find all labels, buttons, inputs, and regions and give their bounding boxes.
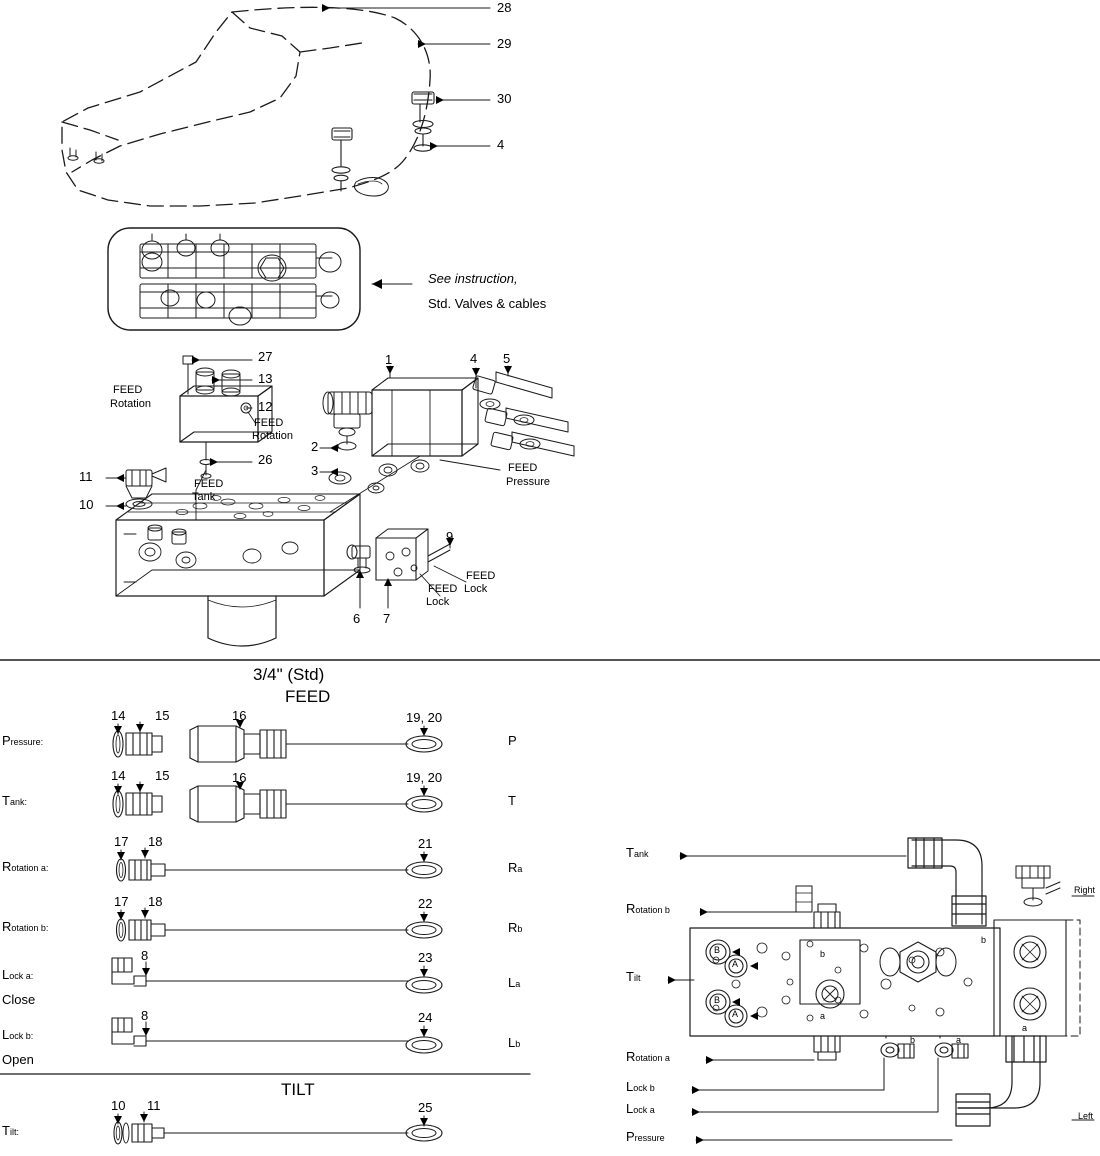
callout-1: 1 (385, 352, 393, 367)
label-feed-lock-2b: Lock (464, 583, 488, 595)
port-label-Lb: Lb (508, 1035, 521, 1050)
num-pressure-15: 15 (155, 708, 170, 723)
port-label-P: P (508, 733, 517, 748)
callout-26: 26 (258, 452, 273, 467)
feed-heading: FEED (285, 687, 331, 706)
num-rot-b-17: 17 (114, 894, 129, 909)
row-label-lock-b: Lock b: (2, 1027, 34, 1042)
hood-outline (62, 7, 430, 206)
leader-label-tilt: Tilt (626, 969, 641, 984)
callout-6: 6 (353, 611, 361, 626)
row-label-lock-b-sub: Open (2, 1052, 34, 1067)
marker-A-2: A (732, 1009, 739, 1019)
leader-label-pressure: Pressure (626, 1129, 665, 1144)
label-feed-rotation-right-1: FEED (254, 417, 284, 429)
bolt-mid (332, 128, 352, 191)
instruction-note-line1: See instruction, (428, 271, 518, 286)
row-label-pressure: Pressure: (2, 733, 44, 748)
num-rot-b-22: 22 (418, 896, 433, 911)
num-tank-1920: 19, 20 (406, 770, 443, 785)
row-parts-lock-a (112, 958, 442, 993)
port-label-Rb: Rb (508, 920, 523, 935)
marker-A-1: A (732, 959, 739, 969)
num-rot-b-18: 18 (148, 894, 163, 909)
side-label-right: Right (1074, 885, 1096, 895)
label-feed-pressure-1: FEED (508, 462, 538, 474)
port-label-Ra: Ra (508, 860, 523, 875)
callout-4-top: 4 (497, 137, 505, 152)
num-tilt-25: 25 (418, 1100, 433, 1115)
callout-30: 30 (497, 91, 512, 106)
num-pressure-1920: 19, 20 (406, 710, 443, 725)
label-feed-rotation-right-2: Rotation (252, 430, 293, 442)
num-pressure-14: 14 (111, 708, 126, 723)
marker-B-1: B (714, 945, 721, 955)
callout-11: 11 (79, 469, 93, 484)
tilt-heading: TILT (281, 1080, 315, 1099)
leader-label-rotation-b: Rotation b (626, 901, 670, 916)
row-parts-lock-b (112, 1018, 442, 1053)
size-note: 3/4" (Std) (253, 665, 325, 684)
marker-B-2: B (714, 995, 721, 1005)
num-tank-15: 15 (155, 768, 170, 783)
valve-inset (108, 228, 412, 330)
row-parts-tank (113, 782, 442, 822)
callout-9: 9 (446, 529, 454, 544)
leader-label-tank: Tank (626, 845, 649, 860)
label-feed-tank-2: Tank (192, 491, 216, 503)
marker-a-lock: a (956, 1035, 962, 1045)
row-parts-rotation-b (117, 908, 443, 941)
num-rot-a-21: 21 (418, 836, 433, 851)
marker-a-right: a (1022, 1023, 1028, 1033)
marker-a-center-bottom: a (820, 1011, 826, 1021)
lock-valve (347, 529, 450, 580)
callout-13: 13 (258, 371, 273, 386)
leader-label-lock-b: Lock b (626, 1079, 655, 1094)
callout-5: 5 (503, 351, 511, 366)
row-parts-rotation-a (117, 848, 443, 881)
main-valve-body (323, 372, 574, 493)
row-label-rotation-a: Rotation a: (2, 859, 49, 874)
marker-b-right: b (981, 935, 987, 945)
row-label-tank: Tank: (2, 793, 27, 808)
leader-label-rotation-a: Rotation a (626, 1049, 670, 1064)
callout-4-mid: 4 (470, 351, 478, 366)
label-feed-tank-1: FEED (194, 478, 224, 490)
num-tilt-11: 11 (147, 1098, 161, 1113)
num-tank-14: 14 (111, 768, 126, 783)
callout-3: 3 (311, 463, 319, 478)
marker-b-lock: b (910, 1035, 916, 1045)
side-label-left: Left (1078, 1111, 1094, 1121)
label-feed-lock-1b: Lock (426, 596, 450, 608)
callout-12: 12 (258, 399, 273, 414)
label-feed-rotation-left-1: FEED (113, 384, 143, 396)
callout-28: 28 (497, 0, 512, 15)
label-feed-pressure-2: Pressure (506, 476, 551, 488)
valve-plan-view (668, 838, 1094, 1144)
num-lock-a-23: 23 (418, 950, 433, 965)
row-parts-pressure (113, 720, 442, 762)
port-label-T: T (508, 793, 516, 808)
num-rot-a-17: 17 (114, 834, 129, 849)
callout-10: 10 (79, 497, 94, 512)
row-label-lock-a-sub: Close (2, 992, 36, 1007)
callout-27: 27 (258, 349, 273, 364)
num-rot-a-18: 18 (148, 834, 163, 849)
row-parts-tilt (114, 1112, 442, 1144)
instruction-note-line2: Std. Valves & cables (428, 296, 547, 311)
row-label-tilt: Tilt: (2, 1123, 19, 1138)
num-pressure-16: 16 (232, 708, 247, 723)
label-feed-rotation-left-2: Rotation (110, 398, 151, 410)
row-label-lock-a: Lock a: (2, 967, 34, 982)
label-feed-lock-2a: FEED (466, 570, 496, 582)
row-label-rotation-b: Rotation b: (2, 919, 49, 934)
num-tilt-10: 10 (111, 1098, 126, 1113)
num-tank-16: 16 (232, 770, 247, 785)
manifold-block (116, 468, 360, 646)
label-feed-lock-1a: FEED (428, 583, 458, 595)
callout-7: 7 (383, 611, 391, 626)
port-label-La: La (508, 975, 521, 990)
num-lock-a-8: 8 (141, 948, 149, 963)
callout-29: 29 (497, 36, 512, 51)
num-lock-b-8: 8 (141, 1008, 149, 1023)
callout-2: 2 (311, 439, 319, 454)
marker-b-center-top: b (820, 949, 826, 959)
num-lock-b-24: 24 (418, 1010, 433, 1025)
leader-label-lock-a: Lock a (626, 1101, 655, 1116)
